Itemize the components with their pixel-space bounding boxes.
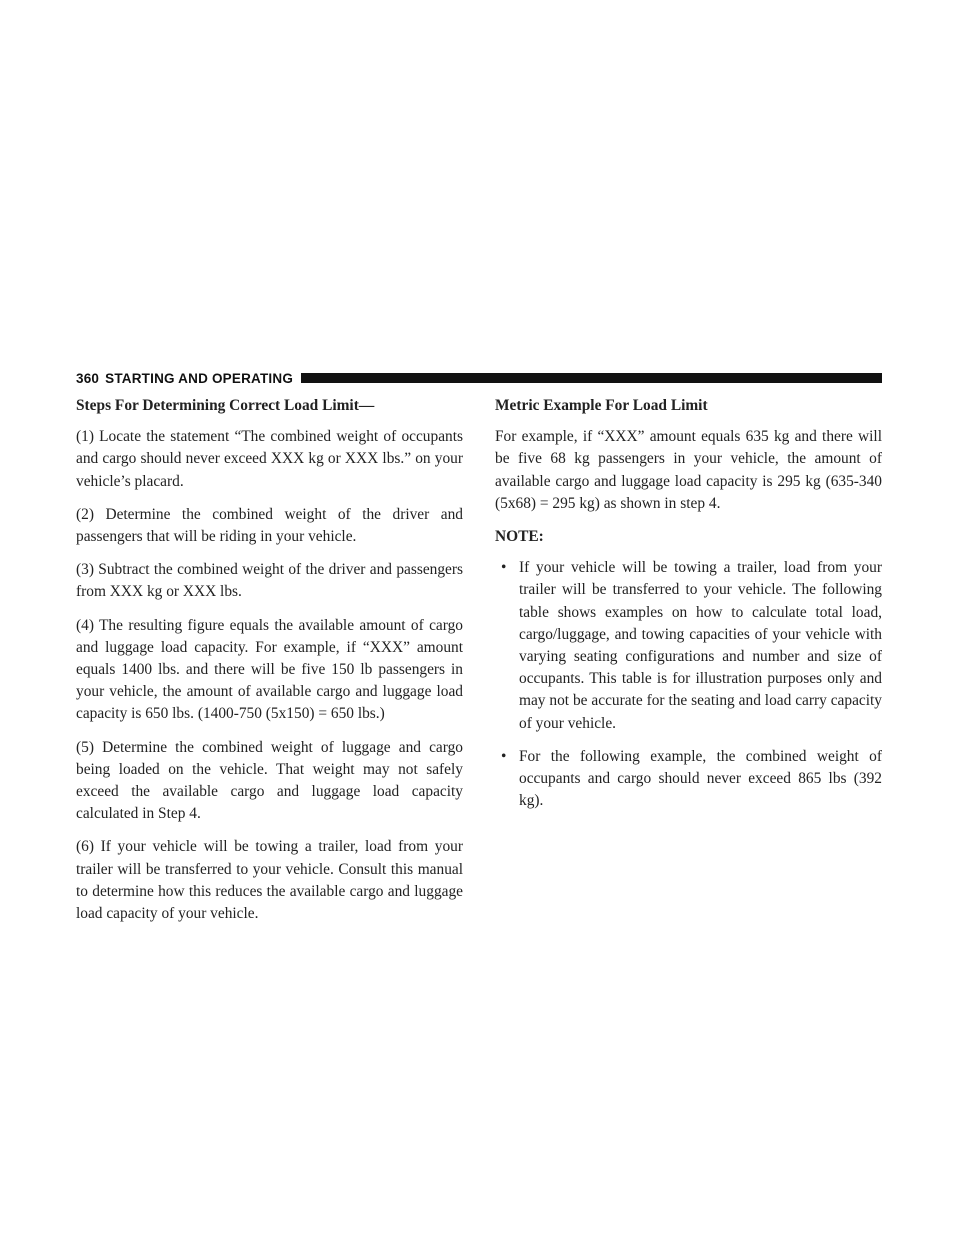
step-4-paragraph: (4) The resulting figure equals the available amount of cargo and luggage load capacity. For example, if “XXX” amount equals 1400 lbs. and there will be five 150 lb passengers in your vehicle, the amount of available cargo and luggage load capacity is 650 lbs. (1400-750 (5x150) = 650 lbs.) [76,616,463,723]
page-number: 360 [76,370,100,386]
left-column [76,395,463,936]
metric-example-heading: Metric Example For Load Limit [495,397,708,414]
note-bullet-list [495,557,882,812]
header-rule [301,373,882,383]
page-header [76,369,882,387]
right-column [495,395,882,823]
step-1-paragraph: (1) Locate the statement “The combined weight of occupants and cargo should never exceed XXX kg or XXX lbs.” on your vehicle’s placard. [76,428,463,490]
load-limit-steps-heading: Steps For Determining Correct Load Limit— [76,397,375,414]
note-bullet-text: For the following example, the combined weight of occupants and cargo should never exceed 865 lbs (392 kg). [519,747,882,810]
section-title: STARTING AND OPERATING [105,370,294,386]
note-bullet-text: If your vehicle will be towing a trailer, load from your trailer will be transferred to your vehicle. The following table shows examples on how to calculate total load, cargo/luggage, and towing capacities of your vehicle with varying seating configurations and number and size of occupants. This table is for illustration purposes only and may not be accurate for the seating and load carry capacity of your vehicle. [519,559,882,732]
note-label: NOTE: [495,528,544,546]
step-6-paragraph: (6) If your vehicle will be towing a trailer, load from your trailer will be transferred to your vehicle. Consult this manual to determine how this reduces the available cargo and luggage load capacity of your vehicle. [76,838,463,923]
note-bullet-item [495,557,882,735]
bullet-icon: • [501,747,507,765]
note-bullet-item [495,746,882,813]
bullet-icon: • [501,559,507,577]
step-5-paragraph: (5) Determine the combined weight of luggage and cargo being loaded on the vehicle. That weight may not safely exceed the available cargo and luggage load capacity calculated in Step 4. [76,738,463,823]
metric-example-paragraph: For example, if “XXX” amount equals 635 kg and there will be five 68 kg passengers in your vehicle, the amount of available cargo and luggage load capacity is 295 kg (635-340 (5x68) = 295 kg) as shown in step 4. [495,428,882,512]
step-3-paragraph: (3) Subtract the combined weight of the driver and passengers from XXX kg or XXX lbs. [76,561,463,601]
step-2-paragraph: (2) Determine the combined weight of the driver and passengers that will be riding in your vehicle. [76,505,463,546]
